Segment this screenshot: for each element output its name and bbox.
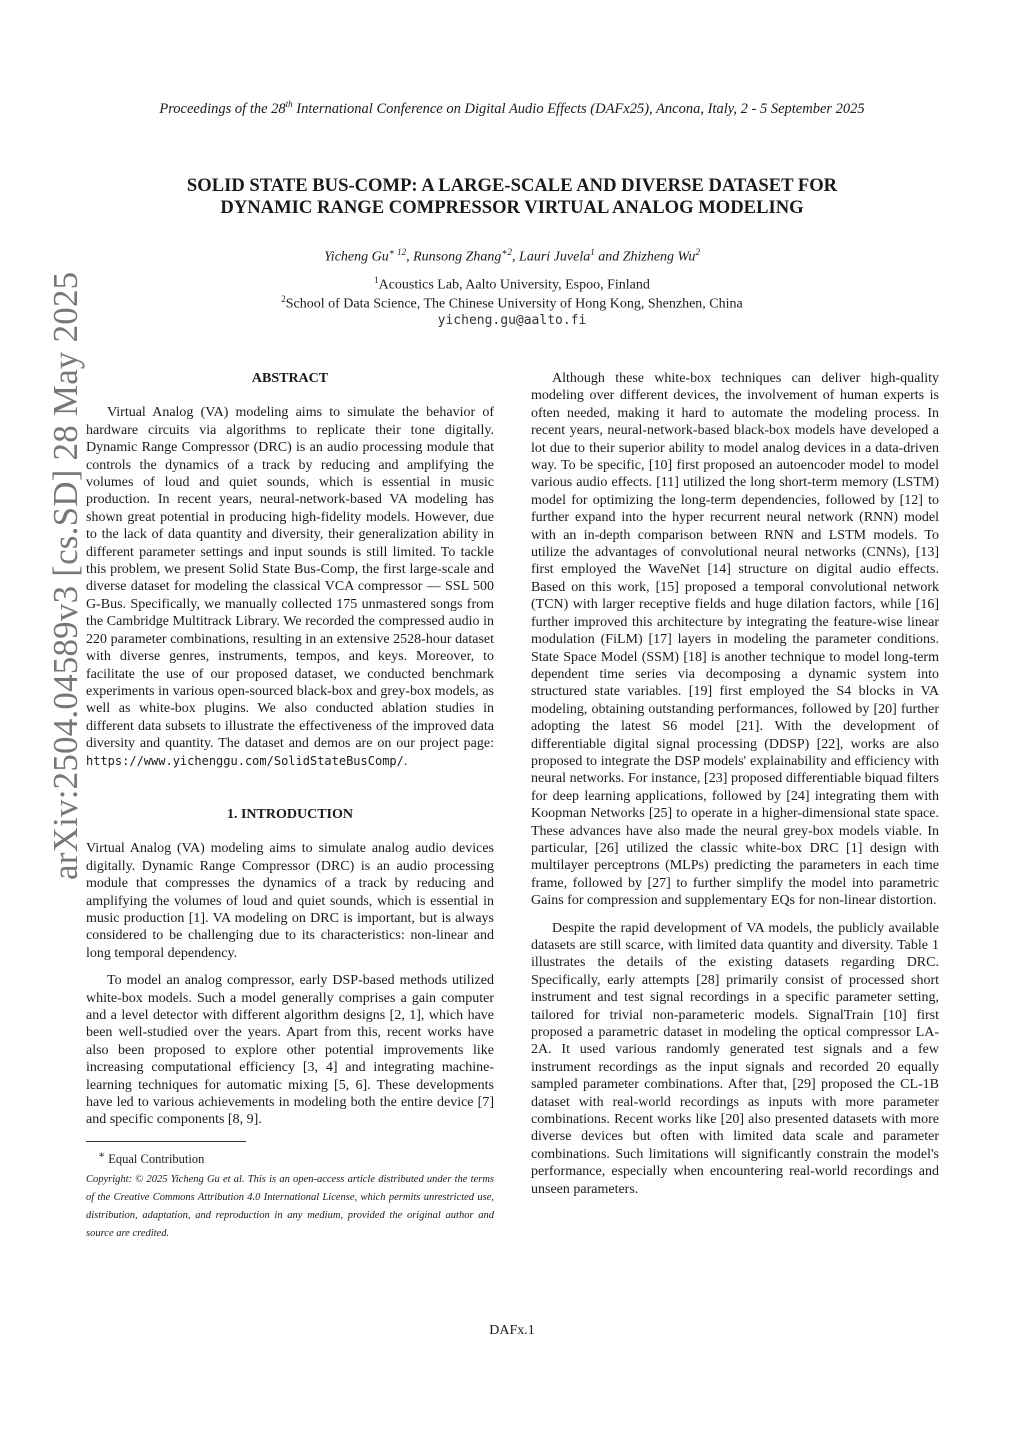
abstract-text — [86, 404, 494, 770]
author-3: , Lauri Juvela — [512, 249, 591, 265]
paper-title — [100, 175, 924, 219]
right-column — [531, 370, 939, 1198]
footnote-equal-contribution — [86, 1148, 494, 1167]
author-2-sup: ∗2 — [501, 247, 513, 257]
affiliation-2-sup: 2 — [281, 294, 286, 304]
abstract-body: Virtual Analog (VA) modeling aims to simulate the behavior of hardware circuits via algorithms to replicate their tone digitally. Dynamic Range Compressor (DRC) is an audio processing module that controls the dynamics of a track by reducing and amplifying the volumes of loud and quiet sounds, which is essential in music production. In recent years, neural-network-based VA modeling has shown great potential in producing high-fidelity models. However, due to the lack of data quantity and diversity, their generalization ability in different parameter settings and input sounds is still limited. To tackle this problem, we present Solid State Bus-Comp, the first large-scale and diverse dataset for modeling the classical VCA compressor — SSL 500 G-Bus. Specifically, we manually collected 175 unmastered songs from the Cambridge Multitrack Library. We recorded the compressed audio in 220 parameter combinations, resulting in an extensive 2528-hour dataset with diverse genres, instruments, tempos, and keys. Moreover, to facilitate the use of our proposed dataset, we conducted benchmark experiments in various open-sourced black-box and grey-box models, as well as white-box plugins. We also conducted ablation studies in different data subsets to illustrate the effectiveness of the improved data diversity and quantity. The dataset and demos are on our project page: — [86, 405, 494, 752]
author-1: Yicheng Gu — [324, 249, 389, 265]
author-3-sup: 1 — [590, 247, 595, 257]
conference-header — [0, 99, 1024, 118]
header-prefix: Proceedings of the 28 — [159, 100, 286, 117]
left-column — [86, 370, 494, 1243]
page-footer: DAFx.1 — [489, 1323, 535, 1338]
intro-paragraph-1: Virtual Analog (VA) modeling aims to simulate analog audio devices digitally. Dynamic Range Compressor (DRC) is an audio processing module that compresses the dynamics of a track by reducing and amplifying the volumes of loud and quiet sounds, which is essential in music production [1]. VA modeling on DRC is important, but is always considered to be challenging due to its characteristics: non-linear and long temporal dependency. — [86, 841, 494, 961]
abstract-heading: ABSTRACT — [251, 371, 329, 386]
abstract-end: . — [403, 753, 408, 769]
intro-paragraph-2: To model an analog compressor, early DSP-based methods utilized white-box models. Such a model generally comprises a gain computer and a level detector with different algorithm designs [2, 1], which have been well-studied over the years. Apart from this, recent works have also been proposed to explore other potential improvements like increasing computational efficiency [3, 4] and integrating machine-learning techniques for automatic mixing [5, 6]. These developments have led to various achievements in modeling both the entire device [7] and specific components [8, 9]. — [86, 973, 494, 1128]
right-paragraph-2: Despite the rapid development of VA models, the publicly available datasets are still scarce, with limited data quantity and diversity. Table 1 illustrates the details of the existing datasets regarding DRC. Specifically, early attempts [28] primarily consist of processed short instrument and test signal recordings in a specific parameter setting, tailored for trivial non-parameteric models. SignalTrain [10] first proposed a parametric dataset in modeling the optical compressor LA-2A. It used various randomly generated test signals and a few instrument recordings as the input signals and recorded 20 equally sampled parameter combinations. After that, [29] proposed the CL-1B dataset with real-world recordings as inputs with more parameter combinations. Recent works like [20] also presented datasets with more diverse devices but often with limited data scale and parameter combinations. Such limitations will significantly constrain the model's performance, especially when encountering real-world recordings and unseen parameters. — [531, 920, 939, 1197]
author-1-sup: ∗ 12 — [388, 247, 407, 257]
right-paragraph-1: Although these white-box techniques can deliver high-quality modeling over different devices, the involvement of human experts is often needed, making it hard to automate the modeling process. In recent years, neural-network-based black-box models have developed a lot due to their superior ability to model analog devices in a data-driven way. To be specific, [10] first proposed an autoencoder model to model various audio effects. [11] utilized the long short-term memory (LSTM) model for optimizing the long-term dependencies, followed by [12] to further expand into the hyper recurrent neural network (RNN) model with an in-depth comparison between RNN and LSTM models. To utilize the advantages of convolutional neural networks (CNNs), [13] first employed the WaveNet [14] structure on digital audio effects. Based on this work, [15] proposed a temporal convolutional network (TCN) with larger receptive fields and huge dilation factors, while [16] further improved this architecture by integrating the feature-wise linear modulation (FiLM) [17] layers in modeling the parameter conditions. State Space Model (SSM) [18] is another technique to model long-term dependent time series via decomposing a dynamic system into structured state variables. [19] first employed the S4 blocks in VA modeling, obtaining outstanding performances, followed by [20] further adopting the latest S6 model [21]. With the development of differentiable digital signal processing (DDSP) [22], works are also proposed to integrate the DSP models' explainability and efficiency with neural networks. For instance, [23] proposed differentiable biquad filters for deep learning applications, followed by [24] integrating them with Koopman Networks [25] to operate in a higher-dimensional state space. These advances have also made the neural grey-box models viable. In particular, [26] utilized the classic white-box DRC [1] design with multilayer perceptrons (MLPs) predicting the parameters in each time frame, followed by [27] to further simplify the model into parametric Gains for compression and supplementary EQs for non-linear distortion. — [531, 371, 939, 909]
title-line-2: DYNAMIC RANGE COMPRESSOR VIRTUAL ANALOG MODELING — [220, 197, 804, 218]
title-line-1: SOLID STATE BUS-COMP: A LARGE-SCALE AND DIVERSE DATASET FOR — [186, 175, 838, 196]
footnote-mark: ∗ — [98, 1149, 106, 1161]
affiliation-1-text: Acoustics Lab, Aalto University, Espoo, Finland — [378, 277, 650, 293]
author-4-sup: 2 — [695, 247, 700, 257]
header-suffix: International Conference on Digital Audio Effects (DAFx25), Ancona, Italy, 2 - 5 September 2025 — [292, 100, 865, 117]
author-4: and Zhizheng Wu — [594, 249, 696, 265]
footnote-divider — [86, 1141, 246, 1142]
author-2: , Runsong Zhang — [406, 249, 502, 265]
affiliation-2 — [0, 294, 1024, 313]
copyright-notice: Copyright: © 2025 Yicheng Gu et al. This is an open-access article distributed under the terms of the Creative Commons Attribution 4.0 International License, which permits unrestricted use, distribution, adaptation, and reproduction in any medium, provided the original author and source are credited. — [86, 1174, 494, 1239]
footnote-text: Equal Contribution — [105, 1152, 205, 1166]
affiliation-1-sup: 1 — [374, 275, 379, 285]
arxiv-stamp: arXiv:2504.04589v3 [cs.SD] 28 May 2025 — [46, 271, 85, 880]
project-page-link[interactable]: https://www.yichenggu.com/SolidStateBusComp/ — [86, 753, 404, 768]
affiliation-1 — [0, 275, 1024, 294]
introduction-heading: 1. INTRODUCTION — [226, 806, 353, 822]
author-list — [0, 247, 1024, 266]
affiliation-2-text: School of Data Science, The Chinese University of Hong Kong, Shenzhen, China — [285, 296, 743, 312]
header-sup: th — [285, 99, 293, 109]
author-email[interactable]: yicheng.gu@aalto.fi — [437, 313, 587, 328]
